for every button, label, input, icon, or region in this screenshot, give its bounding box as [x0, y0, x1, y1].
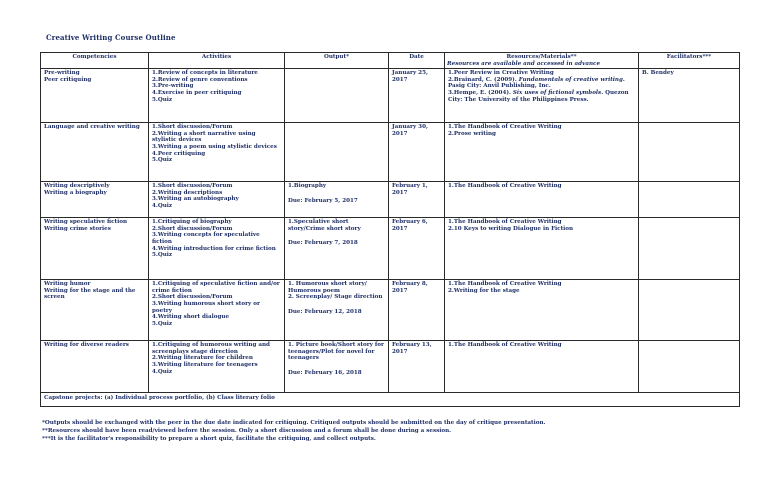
activity-item: 3.Writing a poem using stylistic devices	[152, 143, 277, 150]
cell-competencies	[41, 182, 149, 218]
footnote-resources: **Resources should have been read/viewed before the session. Only a short discussion and a forum shall be done during a session.	[42, 428, 452, 434]
cell-competencies	[41, 69, 149, 123]
resource-item: 1.The Handbook of Creative Writing	[448, 281, 562, 288]
cell-activities	[149, 218, 285, 280]
footnote-outputs: *Outputs should be exchanged with the peer in the due date indicated for critiquing. Critiqued outputs should be submitted on the day of critique presentation.	[42, 420, 546, 426]
document-title: Creative Writing Course Outline	[46, 33, 176, 42]
cell-output	[285, 123, 389, 182]
header-resources-note: Resources are available and accessed in advance	[447, 60, 601, 67]
cell-facilitators	[639, 280, 740, 341]
date-line: February 6,	[392, 219, 428, 226]
output-due-date: Due: February 16, 2018	[288, 369, 362, 376]
footnote-facilitator: ***It is the facilitator's responsibility to prepare a short quiz, facilitate the critiquing, and collect outputs.	[42, 436, 376, 442]
resource-item: 1.Peer Review in Creative Writing	[448, 70, 554, 77]
activity-item: 4.Peer critiquing	[152, 150, 206, 157]
resource-item: 1.The Handbook of Creative Writing	[448, 124, 562, 131]
header-date: Date	[389, 53, 445, 69]
competency-item: Writing descriptively	[44, 183, 110, 190]
competency-item: Pre-writing	[44, 70, 80, 77]
header-facilitators: Facilitators***	[639, 53, 740, 69]
output-due-date: Due: February 12, 2018	[288, 308, 362, 315]
date-line: 2017	[392, 76, 408, 83]
resource-item: 3.Hempe, E. (2004). Six uses of fictional symbols. Quezon City: The University of the Philippines Press.	[448, 89, 629, 103]
resource-item: 1.The Handbook of Creative Writing	[448, 183, 562, 190]
activity-item: 2.Writing a short narrative using stylistic devices	[152, 130, 256, 144]
activity-item: 3.Writing literature for teenagers	[152, 361, 258, 368]
cell-output	[285, 182, 389, 218]
competency-item: Writing a biography	[44, 189, 107, 196]
cell-facilitators	[639, 123, 740, 182]
capstone-row	[41, 393, 740, 407]
activity-item: 2.Review of genre conventions	[152, 76, 248, 83]
activity-item: 5.Quiz	[152, 157, 173, 164]
cell-competencies	[41, 218, 149, 280]
date-line: 2017	[392, 348, 408, 355]
header-row	[41, 53, 740, 69]
table-row	[41, 218, 740, 280]
activity-item: 3.Pre-writing	[152, 83, 194, 90]
date-line: 2017	[392, 130, 408, 137]
activity-item: 5.Quiz	[152, 96, 173, 103]
cell-facilitators	[639, 182, 740, 218]
cell-resources	[445, 280, 639, 341]
activity-item: 1.Short discussion/Forum	[152, 183, 233, 190]
output-item: 1.Speculative short story/Crime short story	[288, 219, 361, 232]
cell-resources	[445, 341, 639, 393]
date-line: 2017	[392, 225, 408, 232]
resource-item: 1.The Handbook of Creative Writing	[448, 342, 562, 349]
cell-output	[285, 341, 389, 393]
cell-output	[285, 69, 389, 123]
cell-facilitators: B. Bendey	[639, 69, 740, 123]
header-activities: Activities	[149, 53, 285, 69]
cell-date	[389, 280, 445, 341]
activity-item: 3.Writing humorous short story or poetry	[152, 300, 260, 314]
activity-item: 4.Writing short dialogue	[152, 314, 230, 321]
cell-date	[389, 123, 445, 182]
cell-facilitators	[639, 341, 740, 393]
activity-item: 1.Critiquing of biography	[152, 219, 232, 226]
header-resources	[445, 53, 639, 69]
date-line: 2017	[392, 287, 408, 294]
date-line: February 8,	[392, 281, 428, 288]
resource-item: 2.10 Keys to writing Dialogue in Fiction	[448, 225, 574, 232]
activity-item: 5.Quiz	[152, 252, 173, 259]
date-line: January 25,	[392, 70, 428, 77]
footnotes	[42, 419, 742, 443]
cell-output	[285, 280, 389, 341]
cell-date	[389, 69, 445, 123]
cell-resources	[445, 69, 639, 123]
table-row	[41, 182, 740, 218]
activity-item: 2.Writing literature for children	[152, 355, 253, 362]
cell-activities	[149, 182, 285, 218]
competency-item: Writing for diverse readers	[44, 342, 129, 349]
activity-item: 2.Short discussion/Forum	[152, 294, 233, 301]
header-competencies: Competencies	[41, 53, 149, 69]
date-line: January 30,	[392, 124, 428, 131]
table-row	[41, 69, 740, 123]
output-item: 2. Screenplay/ Stage direction	[288, 294, 383, 301]
output-item: 1. Humorous short story/ Humorous poem	[288, 281, 367, 294]
header-resources-label: Resources/Materials**	[506, 54, 577, 60]
header-output: Output*	[285, 53, 389, 69]
activity-item: 4.Quiz	[152, 368, 173, 375]
competency-item: Writing crime stories	[44, 225, 111, 232]
activity-item: 2.Writing descriptions	[152, 189, 223, 196]
activity-item: 4.Exercise in peer critiquing	[152, 89, 242, 96]
cell-activities	[149, 341, 285, 393]
output-item: 1. Picture book/Short story for teenagers/Plot for novel for teenagers	[288, 342, 384, 362]
resource-item: 2.Prose writing	[448, 130, 496, 137]
cell-date	[389, 341, 445, 393]
table-row	[41, 123, 740, 182]
output-item: 1.Biography	[288, 183, 327, 190]
activity-item: 4.Quiz	[152, 202, 173, 209]
cell-resources	[445, 123, 639, 182]
activity-item: 1.Critiquing of speculative fiction and/or crime fiction	[152, 281, 280, 294]
activity-item: 5.Quiz	[152, 320, 173, 327]
capstone-projects: Capstone projects: (a) Individual process portfolio, (b) Class literary folio	[41, 393, 740, 407]
competency-item: Writing speculative fiction	[44, 219, 128, 226]
activity-item: 1.Review of concepts in literature	[152, 70, 258, 77]
resource-item: 1.The Handbook of Creative Writing	[448, 219, 562, 226]
table-row	[41, 280, 740, 341]
cell-competencies	[41, 280, 149, 341]
cell-output	[285, 218, 389, 280]
cell-date	[389, 182, 445, 218]
competency-item: Writing for the stage and the screen	[44, 287, 136, 301]
output-due-date: Due: February 5, 2017	[288, 197, 358, 204]
table-row	[41, 341, 740, 393]
cell-activities	[149, 280, 285, 341]
activity-item: 1.Critiquing of humorous writing and screenplays stage direction	[152, 342, 270, 355]
cell-date	[389, 218, 445, 280]
course-outline-table	[40, 52, 740, 407]
activity-item: 2.Short discussion/Forum	[152, 225, 233, 232]
date-line: February 13,	[392, 342, 432, 349]
activity-item: 1.Short discussion/Forum	[152, 124, 233, 131]
competency-item: Peer critiquing	[44, 76, 92, 83]
competency-item: Language and creative writing	[44, 124, 140, 131]
cell-resources	[445, 218, 639, 280]
activity-item: 4.Writing introduction for crime fiction	[152, 245, 276, 252]
date-line: February 1,	[392, 183, 428, 190]
cell-activities	[149, 123, 285, 182]
cell-competencies	[41, 123, 149, 182]
resource-item: 2.Brainard, C. (2009). Fundamentals of creative writing. Pasig City: Anvil Publishing, Inc.	[448, 76, 625, 90]
resource-item: 2.Writing for the stage	[448, 287, 520, 294]
activity-item: 3.Writing concepts for speculative fiction	[152, 232, 260, 245]
output-due-date: Due: February 7, 2018	[288, 240, 358, 247]
cell-facilitators	[639, 218, 740, 280]
date-line: 2017	[392, 189, 408, 196]
cell-activities	[149, 69, 285, 123]
activity-item: 3.Writing an autobiography	[152, 196, 239, 203]
cell-resources	[445, 182, 639, 218]
cell-competencies	[41, 341, 149, 393]
competency-item: Writing humor	[44, 281, 91, 288]
